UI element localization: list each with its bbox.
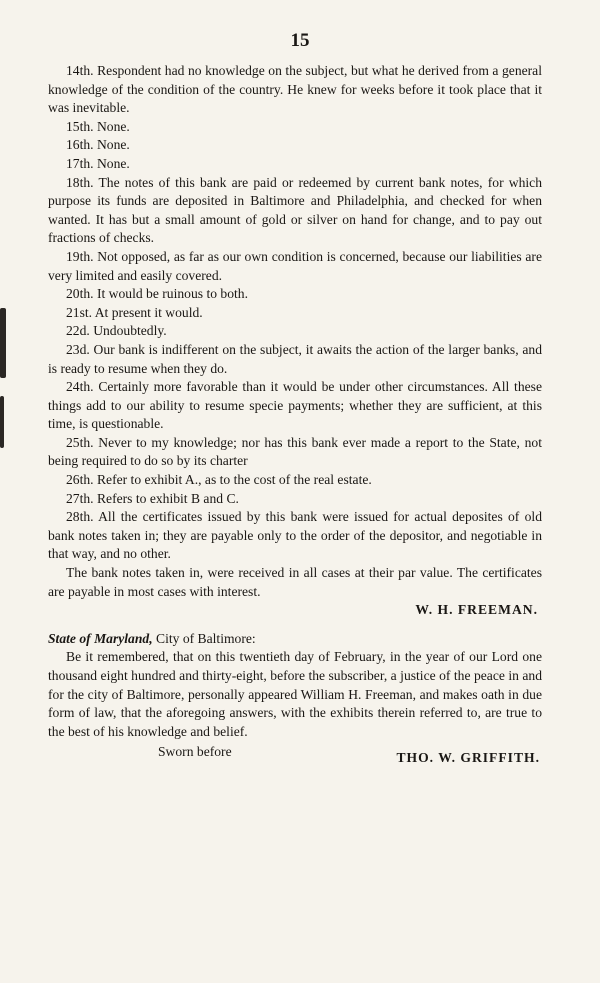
answer-23: 23d. Our bank is indifferent on the subject, it awaits the action of the larger banks, and is ready to resume when they do. <box>48 341 542 376</box>
answer-20: 20th. It would be ruinous to both. <box>66 286 248 302</box>
answer-26: 26th. Refer to exhibit A., as to the cost of the real estate. <box>66 472 372 488</box>
answer-18: 18th. The notes of this bank are paid or redeemed by current bank notes, for which purpose its funds are deposited in Baltimore and Philadelphia, and checked for when wanted. It has but a small amount of gold or silver on hand for change, and to pay out fractions of checks. <box>48 174 542 246</box>
oath-city: City of Baltimore: <box>156 630 256 646</box>
page-number: 15 <box>290 30 310 51</box>
answer-28: 28th. All the certificates issued by this bank were issued for actual deposites of old bank notes taken in; they are payable only to the order of the depositor, and negotiable in that way, and no other. <box>48 509 542 562</box>
answer-27: 27th. Refers to exhibit B and C. <box>66 490 239 506</box>
official-name: THO. W. GRIFFITH. <box>396 750 540 766</box>
bank-notes-paragraph: The bank notes taken in, were received in all cases at their par value. The certificates are payable in most cases with interest. <box>48 565 542 599</box>
oath-text: Be it remembered, that on this twentieth day of February, in the year of our Lord one thousand eight hundred and thirty-eight, before the subscriber, a justice of the peace in and for the city of Baltimore, personally appeared William H. Freeman, and makes oath in due form of law, that the aforegoing answers, with the exhibits therein referred to, are true to the best of his knowledge and belief. <box>48 649 542 739</box>
oath-state: State of Maryland, <box>48 630 153 646</box>
sworn-row <box>48 743 542 767</box>
answer-17: 17th. None. <box>66 155 130 171</box>
answer-25: 25th. Never to my knowledge; nor has this bank ever made a report to the State, not being required to do so by its charter <box>48 434 542 469</box>
answer-22: 22d. Undoubtedly. <box>66 323 167 339</box>
oath-heading <box>48 630 542 649</box>
sworn-before: Sworn before <box>158 744 232 760</box>
answer-14: 14th. Respondent had no knowledge on the subject, but what he derived from a general knowledge of the condition of the country. He knew for weeks before it took place that it was inevitable. <box>48 63 542 116</box>
document-body <box>48 62 542 767</box>
answer-21: 21st. At present it would. <box>66 304 203 320</box>
scan-edge-mark <box>0 396 4 448</box>
answer-16: 16th. None. <box>66 137 130 153</box>
freeman-signature: W. H. FREEMAN. <box>415 602 538 618</box>
answer-19: 19th. Not opposed, as far as our own condition is concerned, because our liabilities are very limited and easily covered. <box>48 248 542 283</box>
scan-edge-mark <box>0 308 6 378</box>
answer-15: 15th. None. <box>66 118 130 134</box>
answer-24: 24th. Certainly more favorable than it would be under other circumstances. All these things add to our ability to resume specie payments; whether they are sufficient, at this time, is questionable. <box>48 379 542 432</box>
